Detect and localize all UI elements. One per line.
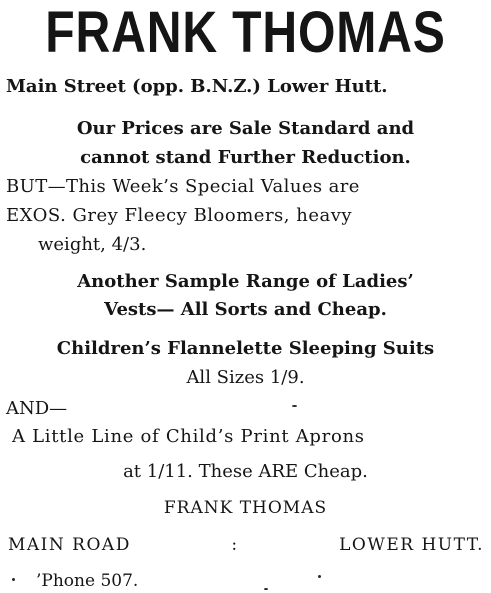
vests-line-2: Vests— All Sorts and Cheap.	[104, 299, 387, 320]
road-town: LOWER HUTT.	[339, 535, 484, 555]
sleeping-suits-line-1: Children’s Flannelette Sleeping Suits	[56, 338, 435, 359]
special-values-line-2: EXOS. Grey Fleecy Bloomers, heavy	[6, 205, 353, 226]
and-label: AND—	[6, 398, 68, 419]
signature: FRANK THOMAS	[163, 498, 328, 518]
phone-number: ’Phone 507.	[36, 571, 139, 591]
aprons-line-1: A Little Line of Child’s Print Aprons	[12, 426, 365, 447]
road-line	[8, 537, 484, 554]
prices-line-1: Our Prices are Sale Standard and	[76, 118, 415, 139]
special-values-line-1: BUT—This Week’s Special Values are	[6, 176, 360, 197]
prices-line-2: cannot stand Further Reduction.	[80, 147, 411, 168]
road-name: MAIN ROAD	[8, 535, 131, 555]
special-values-line-3: weight, 4/3.	[38, 234, 147, 255]
ink-speck	[292, 405, 297, 407]
ink-speck	[12, 578, 15, 581]
vests-line-1: Another Sample Range of Ladies’	[77, 271, 414, 292]
aprons-line-2: at 1/11. These ARE Cheap.	[123, 461, 368, 482]
store-address: Main Street (opp. B.N.Z.) Lower Hutt.	[6, 76, 388, 97]
headline: FRANK THOMAS	[45, 0, 446, 65]
ink-speck	[264, 588, 268, 590]
ink-speck	[318, 575, 321, 578]
road-separator: :	[231, 535, 239, 555]
sleeping-suits-line-2: All Sizes 1/9.	[186, 367, 305, 388]
